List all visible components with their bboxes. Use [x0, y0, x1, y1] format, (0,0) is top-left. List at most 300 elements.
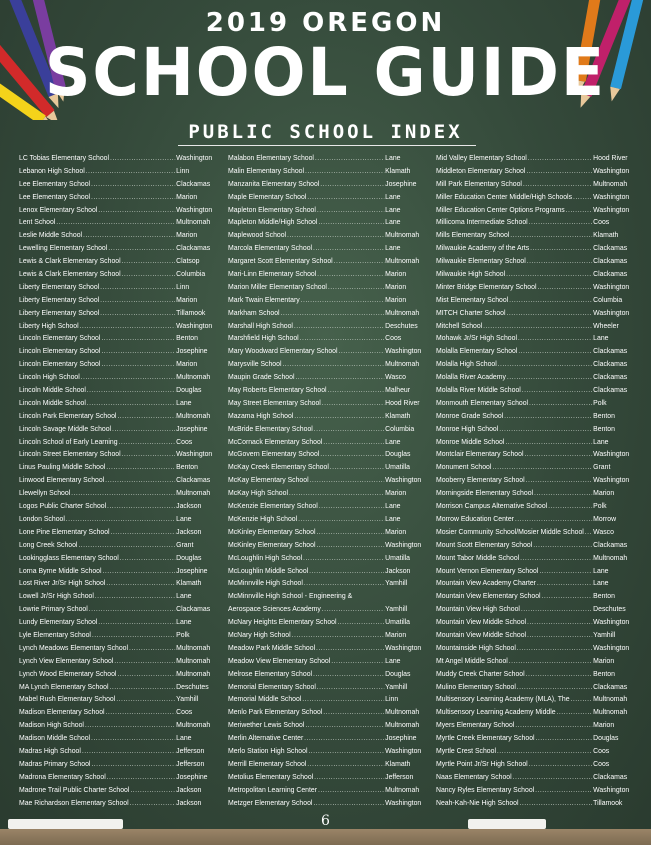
county-name: Clackamas — [593, 359, 628, 369]
dot-leader — [548, 500, 592, 513]
school-entry — [228, 487, 428, 500]
dot-leader — [129, 642, 175, 655]
school-entry — [19, 191, 219, 204]
school-entry — [436, 474, 636, 487]
county-name: Marion — [385, 269, 407, 279]
school-entry — [436, 242, 636, 255]
school-name: Linwood Elementary School — [19, 475, 105, 485]
school-name: Melrose Elementary School — [228, 668, 313, 678]
school-name: Lowell Jr/Sr High School — [19, 591, 94, 601]
dot-leader — [108, 242, 175, 255]
dot-leader — [507, 371, 592, 384]
county-name: Marion — [385, 294, 407, 304]
dot-leader — [533, 539, 592, 552]
school-entry — [436, 320, 636, 333]
school-name: McNary Heights Elementary School — [228, 617, 337, 627]
county-name: Lane — [176, 733, 192, 743]
school-name: McKenzie High School — [228, 513, 298, 523]
school-entry — [228, 590, 428, 603]
dot-leader — [83, 229, 175, 242]
dot-leader — [529, 216, 593, 229]
county-name: Lane — [385, 436, 401, 446]
school-name: Lenox Elementary School — [19, 204, 98, 214]
dot-leader — [130, 797, 176, 810]
county-name: Columbia — [385, 423, 415, 433]
county-name: Lane — [385, 501, 401, 511]
county-name: Clackamas — [593, 269, 628, 279]
school-name: Myrtle Creek Elementary School — [436, 733, 535, 743]
school-entry — [436, 255, 636, 268]
dot-leader — [282, 358, 384, 371]
county-name: Washington — [385, 745, 422, 755]
school-entry — [19, 332, 219, 345]
school-name: Metolius Elementary School — [228, 771, 314, 781]
dot-leader — [110, 526, 175, 539]
dot-leader — [102, 565, 175, 578]
school-entry — [19, 732, 219, 745]
school-entry — [228, 758, 428, 771]
school-name: Liberty Elementary School — [19, 281, 100, 291]
dot-leader — [585, 526, 592, 539]
dot-leader — [498, 358, 593, 371]
county-name: Linn — [385, 694, 399, 704]
county-name: Yamhill — [176, 694, 199, 704]
county-name: Washington — [385, 797, 422, 807]
school-name: Mt Angel Middle School — [436, 655, 508, 665]
school-entry — [228, 629, 428, 642]
index-column-3 — [436, 152, 636, 809]
county-name: Lane — [385, 217, 401, 227]
county-name: Clackamas — [593, 372, 628, 382]
dot-leader — [304, 732, 384, 745]
dot-leader — [318, 216, 384, 229]
county-name: Lane — [593, 333, 609, 343]
school-name: Monmouth Elementary School — [436, 397, 529, 407]
school-entry — [436, 178, 636, 191]
dot-leader — [566, 204, 593, 217]
school-entry — [228, 204, 428, 217]
dot-leader — [505, 436, 592, 449]
school-entry — [436, 216, 636, 229]
school-name: McLoughlin High School — [228, 552, 303, 562]
school-entry — [19, 603, 219, 616]
county-name: Polk — [593, 397, 607, 407]
index-subtitle: PUBLIC SCHOOL INDEX — [188, 121, 463, 143]
county-name: Coos — [385, 333, 402, 343]
school-entry — [436, 307, 636, 320]
county-name: Washington — [176, 204, 213, 214]
dot-leader — [91, 178, 175, 191]
dot-leader — [287, 229, 384, 242]
dot-leader — [541, 590, 592, 603]
dot-leader — [513, 771, 593, 784]
school-name: Lynch Meadows Elementary School — [19, 642, 129, 652]
school-entry — [19, 590, 219, 603]
school-name: Maupin Grade School — [228, 372, 295, 382]
school-entry — [228, 371, 428, 384]
school-entry — [228, 693, 428, 706]
school-name: Monroe Middle School — [436, 436, 505, 446]
county-name: Coos — [176, 436, 193, 446]
school-entry — [228, 397, 428, 410]
school-entry — [436, 191, 636, 204]
school-entry — [436, 423, 636, 436]
county-name: Linn — [176, 281, 190, 291]
dot-leader — [557, 706, 593, 719]
dot-leader — [317, 681, 384, 694]
dot-leader — [316, 526, 384, 539]
school-entry — [228, 384, 428, 397]
county-name: Washington — [385, 346, 422, 356]
county-name: Clackamas — [593, 385, 628, 395]
dot-leader — [317, 204, 384, 217]
county-name: Josephine — [385, 178, 417, 188]
county-name: Jackson — [176, 501, 202, 511]
school-name: Madison Elementary School — [19, 707, 105, 717]
county-name: Clackamas — [593, 681, 628, 691]
county-name: Marion — [385, 526, 407, 536]
dot-leader — [98, 616, 175, 629]
page-number: 6 — [321, 813, 330, 829]
school-entry — [228, 539, 428, 552]
school-entry — [228, 668, 428, 681]
county-name: Clackamas — [176, 178, 211, 188]
school-entry — [436, 152, 636, 165]
school-name: Mountain View Academy Charter — [436, 578, 536, 588]
county-name: Polk — [176, 629, 190, 639]
school-name: Monument School — [436, 462, 492, 472]
school-entry — [436, 500, 636, 513]
school-entry — [228, 332, 428, 345]
school-name: Molalla Elementary School — [436, 346, 518, 356]
school-name: Miller Education Center Middle/High Schools — [436, 191, 573, 201]
dot-leader — [302, 693, 384, 706]
county-name: Linn — [176, 165, 190, 175]
county-name: Josephine — [176, 565, 208, 575]
dot-leader — [519, 797, 592, 810]
county-name: Washington — [176, 449, 213, 459]
dot-leader — [117, 410, 175, 423]
county-name: Benton — [593, 410, 615, 420]
school-name: Llewellyn School — [19, 488, 71, 498]
county-name: Multnomah — [176, 488, 211, 498]
school-name: McCornack Elementary School — [228, 436, 323, 446]
school-name: McGovern Elementary School — [228, 449, 320, 459]
county-name: Multnomah — [593, 178, 628, 188]
school-name: MA Lynch Elementary School — [19, 681, 109, 691]
school-entry — [228, 577, 428, 590]
school-entry — [436, 345, 636, 358]
school-name: Lewis & Clark Elementary School — [19, 269, 121, 279]
county-name: Clackamas — [176, 604, 211, 614]
school-entry — [436, 410, 636, 423]
school-entry — [436, 745, 636, 758]
school-name: Madras Primary School — [19, 758, 91, 768]
school-name: Nancy Ryles Elementary School — [436, 784, 535, 794]
school-entry — [436, 655, 636, 668]
dot-leader — [98, 204, 175, 217]
county-name: Clackamas — [176, 475, 211, 485]
county-name: Lane — [176, 617, 192, 627]
school-entry — [19, 320, 219, 333]
dot-leader — [298, 513, 384, 526]
dot-leader — [317, 268, 384, 281]
school-name: Mae Richardson Elementary School — [19, 797, 129, 807]
school-name: Mohawk Jr/Sr High School — [436, 333, 517, 343]
school-name: Maplewood School — [228, 230, 287, 240]
school-entry — [19, 268, 219, 281]
dot-leader — [509, 294, 592, 307]
school-name: Madras High School — [19, 745, 81, 755]
school-entry — [19, 681, 219, 694]
school-name: Marshfield High School — [228, 333, 299, 343]
school-entry — [19, 565, 219, 578]
county-name: Lane — [385, 655, 401, 665]
school-entry — [228, 191, 428, 204]
county-name: Douglas — [593, 733, 619, 743]
school-entry — [19, 461, 219, 474]
dot-leader — [82, 745, 175, 758]
school-name: Mount Vernon Elementary School — [436, 565, 539, 575]
school-entry — [19, 204, 219, 217]
dot-leader — [91, 758, 175, 771]
dot-leader — [307, 758, 384, 771]
dot-leader — [304, 577, 384, 590]
school-name: Lincoln Savage Middle School — [19, 423, 112, 433]
dot-leader — [534, 487, 592, 500]
school-entry — [436, 539, 636, 552]
school-entry — [228, 410, 428, 423]
dot-leader — [281, 307, 385, 320]
dot-leader — [86, 165, 176, 178]
county-name: Polk — [593, 501, 607, 511]
school-entry — [19, 668, 219, 681]
dot-leader — [305, 719, 384, 732]
school-name: Molalla River Academy — [436, 372, 506, 382]
county-name: Yamhill — [385, 681, 408, 691]
school-entry — [19, 642, 219, 655]
county-name: Clatsop — [176, 256, 200, 266]
dot-leader — [119, 436, 176, 449]
school-entry — [436, 229, 636, 242]
dot-leader — [313, 797, 384, 810]
school-entry — [228, 784, 428, 797]
school-name: McNary High School — [228, 629, 291, 639]
school-entry — [19, 397, 219, 410]
dot-leader — [81, 371, 176, 384]
school-entry — [436, 487, 636, 500]
county-name: Clackamas — [593, 243, 628, 253]
dot-leader — [527, 629, 592, 642]
county-name: Grant — [593, 462, 611, 472]
school-entry — [19, 719, 219, 732]
dot-leader — [504, 410, 592, 423]
dot-leader — [122, 448, 176, 461]
school-entry — [436, 165, 636, 178]
school-entry — [19, 655, 219, 668]
county-name: Josephine — [176, 346, 208, 356]
school-entry — [436, 616, 636, 629]
school-name: Milwaukie Academy of the Arts — [436, 243, 530, 253]
dot-leader — [87, 384, 175, 397]
school-entry — [436, 771, 636, 784]
county-name: Josephine — [176, 771, 208, 781]
school-name: Mount Scott Elementary School — [436, 539, 533, 549]
dot-leader — [517, 681, 592, 694]
dot-leader — [515, 719, 592, 732]
county-name: Tillamook — [176, 307, 206, 317]
school-entry — [436, 294, 636, 307]
dot-leader — [100, 307, 175, 320]
county-name: Malheur — [385, 385, 411, 395]
county-name: Jackson — [385, 565, 411, 575]
school-entry — [228, 268, 428, 281]
dot-leader — [529, 758, 593, 771]
school-entry — [436, 590, 636, 603]
dot-leader — [116, 693, 175, 706]
school-entry — [228, 719, 428, 732]
county-name: Marion — [176, 191, 198, 201]
dot-leader — [571, 693, 593, 706]
dot-leader — [573, 191, 592, 204]
county-name: Clackamas — [593, 539, 628, 549]
county-name: Lane — [385, 191, 401, 201]
dot-leader — [292, 629, 385, 642]
school-name: Mulino Elementary School — [436, 681, 516, 691]
county-name: Benton — [176, 333, 198, 343]
dot-leader — [322, 603, 384, 616]
county-name: Douglas — [176, 385, 202, 395]
county-name: Lane — [385, 153, 401, 162]
dot-leader — [71, 487, 175, 500]
school-entry — [228, 320, 428, 333]
dot-leader — [315, 152, 384, 165]
county-name: Coos — [176, 707, 193, 717]
school-name: Mark Twain Elementary — [228, 294, 300, 304]
school-name: Metropolitan Learning Center — [228, 784, 318, 794]
county-name: Washington — [385, 642, 422, 652]
school-entry — [436, 268, 636, 281]
county-name: Multnomah — [385, 230, 420, 240]
school-entry — [436, 384, 636, 397]
county-name: Washington — [593, 784, 630, 794]
county-name: Deschutes — [593, 604, 626, 614]
county-name: Hood River — [385, 397, 420, 407]
county-name: Klamath — [593, 230, 619, 240]
school-entry — [19, 771, 219, 784]
school-entry — [436, 552, 636, 565]
county-name: Deschutes — [176, 681, 209, 691]
school-name: Madrona Elementary School — [19, 771, 106, 781]
county-name: Marion — [176, 359, 198, 369]
dot-leader — [521, 603, 592, 616]
school-name: Miller Education Center Options Programs — [436, 204, 565, 214]
index-column-1 — [19, 152, 219, 809]
school-entry — [228, 616, 428, 629]
school-entry — [228, 732, 428, 745]
county-name: Klamath — [385, 165, 411, 175]
school-entry — [19, 487, 219, 500]
dot-leader — [509, 655, 592, 668]
dot-leader — [294, 320, 384, 333]
dot-leader — [101, 332, 175, 345]
county-name: Lane — [385, 204, 401, 214]
dot-leader — [337, 616, 384, 629]
dot-leader — [527, 255, 593, 268]
school-entry — [436, 358, 636, 371]
school-entry — [19, 448, 219, 461]
school-name: Molalla High School — [436, 359, 497, 369]
school-entry — [436, 797, 636, 810]
dot-leader — [106, 577, 175, 590]
school-entry — [228, 603, 428, 616]
school-name: Madison High School — [19, 720, 84, 730]
school-name: Mill Park Elementary School — [436, 178, 522, 188]
dot-leader — [527, 616, 592, 629]
school-name: Monroe Grade School — [436, 410, 504, 420]
dot-leader — [492, 461, 592, 474]
dot-leader — [323, 706, 384, 719]
school-name: Lincoln High School — [19, 372, 80, 382]
school-name: Morrison Campus Alternative School — [436, 501, 548, 511]
school-name: Lincoln Elementary School — [19, 346, 101, 356]
school-name: Marcola Elementary School — [228, 243, 313, 253]
dot-leader — [309, 565, 384, 578]
school-name: Mari-Linn Elementary School — [228, 269, 317, 279]
school-name: Mount Tabor Middle School — [436, 552, 520, 562]
dot-leader — [523, 178, 592, 191]
dot-leader — [526, 668, 593, 681]
school-name: Monroe High School — [436, 423, 499, 433]
dot-leader — [107, 500, 175, 513]
school-entry — [228, 358, 428, 371]
dot-leader — [105, 474, 175, 487]
school-entry — [436, 732, 636, 745]
school-name: Marysville School — [228, 359, 282, 369]
county-name: Jefferson — [176, 745, 205, 755]
dot-leader — [106, 706, 176, 719]
dot-leader — [510, 229, 592, 242]
school-name: Marion Miller Elementary School — [228, 281, 327, 291]
school-entry — [228, 448, 428, 461]
county-name: Jefferson — [385, 771, 414, 781]
school-name: Mosier Community School/Mosier Middle School — [436, 526, 584, 536]
dot-leader — [314, 423, 384, 436]
dot-leader — [338, 345, 384, 358]
dot-leader — [294, 410, 384, 423]
school-entry — [436, 668, 636, 681]
school-entry — [436, 332, 636, 345]
county-name: Marion — [176, 230, 198, 240]
school-entry — [228, 242, 428, 255]
school-entry — [228, 552, 428, 565]
school-entry — [228, 229, 428, 242]
county-name: Tillamook — [593, 797, 623, 807]
dot-leader — [80, 320, 176, 333]
subtitle-underline — [178, 145, 476, 146]
school-name: Montclair Elementary School — [436, 449, 524, 459]
county-name: Douglas — [385, 449, 411, 459]
school-name: McKinley Elementary School — [228, 539, 316, 549]
school-name: Milwaukie Elementary School — [436, 256, 526, 266]
school-name: Liberty Elementary School — [19, 294, 100, 304]
school-entry — [19, 410, 219, 423]
county-name: Jefferson — [176, 758, 205, 768]
school-name: McMinnville High School — [228, 578, 303, 588]
dot-leader — [122, 268, 176, 281]
dot-leader — [100, 281, 175, 294]
school-entry — [436, 693, 636, 706]
